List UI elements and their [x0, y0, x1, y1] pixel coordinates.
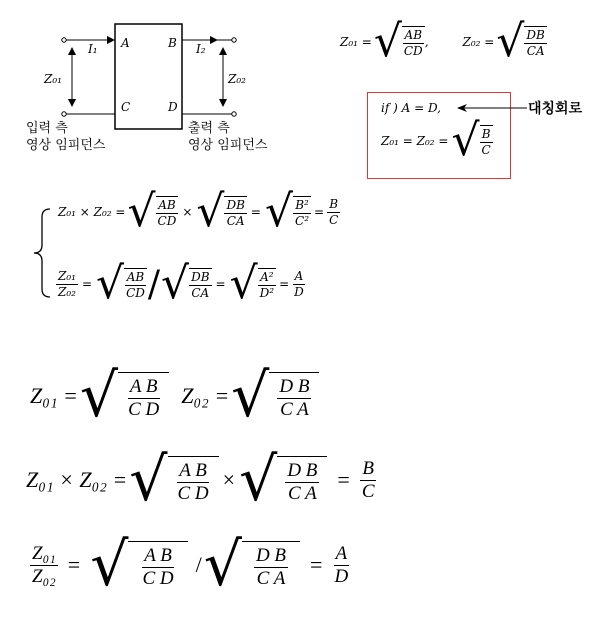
- product-f4-den: C: [329, 212, 339, 227]
- product-f3-num: B²: [295, 198, 309, 213]
- sqrt-sign: √: [196, 186, 225, 237]
- equals-sign: =: [279, 277, 290, 291]
- symmetric-label: 대칭회로: [528, 101, 583, 117]
- ratio-f2-den: CA: [191, 286, 210, 300]
- symmetric-lhs: Z₀₁ = Z₀₂ =: [381, 134, 449, 148]
- param-c-label: C: [121, 100, 131, 114]
- product-derivation: [58, 186, 340, 237]
- big-l2-den1: C D: [177, 483, 209, 504]
- big-l3-num1: A B: [144, 545, 172, 567]
- symmetric-num: B: [481, 127, 491, 142]
- symmetric-arrow: [455, 100, 530, 116]
- input-label-line2: 영상 임피던스: [26, 138, 106, 153]
- times-sign: ×: [222, 467, 236, 492]
- sqrt-sign: √: [203, 530, 242, 600]
- equals-sign: =: [310, 552, 323, 577]
- output-current-label: I₂: [196, 42, 206, 56]
- product-frac3: [293, 196, 311, 227]
- output-label-line1: 출력 측: [188, 121, 230, 136]
- ratio-frac2: [189, 268, 211, 299]
- symmetric-condition: if ) A = D,: [381, 101, 441, 115]
- z01-fraction: [402, 26, 425, 57]
- z02-den: CA: [526, 44, 545, 58]
- big-l3-den0: Z₀₂: [32, 565, 56, 587]
- big-l1-num1: A B: [129, 376, 158, 398]
- sqrt-sign: √: [127, 186, 156, 237]
- ratio-frac1: [124, 268, 147, 299]
- ratio-frac3: [258, 268, 276, 299]
- sqrt-sign: √: [161, 258, 190, 309]
- big-l3-frac2: [242, 541, 300, 589]
- big-l1-frac1: [118, 372, 169, 420]
- big-formula-line3: [30, 530, 350, 600]
- ratio-lhs-num: Z₀₁: [58, 268, 76, 283]
- big-l3-den2: C A: [256, 568, 286, 589]
- big-z02-label: Z₀₂ =: [181, 383, 230, 408]
- input-label-line1: 입력 측: [26, 121, 68, 136]
- z01-num: AB: [404, 28, 423, 43]
- param-b-label: B: [168, 36, 177, 50]
- ratio-f3-num: A²: [260, 270, 274, 285]
- big-product-lhs: Z₀₁ × Z₀₂ =: [26, 467, 128, 492]
- big-l2-num1: A B: [179, 460, 207, 482]
- equals-sign: =: [250, 205, 261, 219]
- z02-label: Z₀₂ =: [462, 35, 495, 49]
- product-frac2: [224, 196, 246, 227]
- big-l3-frac1: [128, 541, 187, 589]
- big-l1-den1: C D: [128, 399, 160, 420]
- ratio-f4-num: A: [294, 268, 304, 283]
- ratio-f4-den: D: [294, 284, 304, 299]
- big-l3-num0: Z₀₁: [32, 542, 56, 564]
- big-l2-frac1: [168, 456, 219, 504]
- product-f1-num: AB: [158, 198, 176, 213]
- product-f2-num: DB: [226, 198, 245, 213]
- big-l2-num2: D B: [287, 460, 318, 482]
- product-f2-den: CA: [226, 214, 245, 228]
- big-l2-den2: C A: [288, 483, 317, 504]
- symmetric-den: C: [481, 143, 491, 157]
- times-sign: ×: [182, 205, 193, 219]
- big-l2-frac2: [277, 456, 327, 504]
- big-l2-frac3: [360, 459, 377, 502]
- ratio-lhs: [56, 270, 78, 298]
- z01-den: CD: [403, 44, 423, 58]
- sqrt-sign: √: [229, 258, 258, 309]
- sqrt-sign: √: [79, 361, 119, 431]
- symmetric-fraction: [480, 125, 493, 156]
- product-frac4: [327, 198, 340, 226]
- ratio-lhs-den: Z₀₂: [58, 284, 76, 299]
- ratio-f1-den: CD: [126, 286, 145, 300]
- z02-num: DB: [526, 28, 545, 43]
- output-impedance-label: Z₀₂: [228, 72, 246, 86]
- equals-sign: =: [337, 467, 350, 492]
- sqrt-sign: √: [451, 115, 480, 166]
- param-d-label: D: [168, 100, 178, 114]
- input-impedance-label: Z₀₁: [44, 72, 62, 86]
- equals-sign: =: [314, 205, 325, 219]
- product-f1-den: CD: [157, 214, 177, 228]
- big-l3-lhs: [30, 544, 58, 587]
- big-l1-num2: D B: [279, 376, 310, 398]
- output-label-line2: 영상 임피던스: [188, 138, 268, 153]
- symmetric-result: [381, 115, 493, 166]
- big-l3-den3: D: [334, 565, 349, 587]
- ratio-derivation: [56, 258, 306, 309]
- equals-sign: =: [67, 552, 81, 577]
- big-formula-line1: [30, 361, 319, 431]
- big-l1-frac2: [269, 372, 319, 420]
- sqrt-sign: √: [231, 361, 270, 431]
- input-current-label: I₁: [88, 42, 98, 56]
- product-lhs: Z₀₁ × Z₀₂ =: [58, 205, 126, 219]
- big-l3-den1: C D: [142, 568, 174, 589]
- equals-sign: =: [81, 277, 93, 291]
- sqrt-sign: √: [373, 16, 402, 67]
- comma: ,: [424, 35, 429, 49]
- big-l1-den2: C A: [280, 399, 309, 420]
- slash-sign: /: [195, 552, 202, 577]
- product-f4-num: B: [329, 196, 339, 211]
- sqrt-sign: √: [264, 186, 294, 237]
- big-l3-frac3: [332, 544, 350, 587]
- ratio-f3-den: D²: [259, 286, 275, 300]
- equals-sign: =: [215, 277, 226, 291]
- big-l3-num2: D B: [255, 545, 287, 567]
- big-z01-label: Z₀₁ =: [30, 383, 78, 408]
- sqrt-sign: √: [239, 445, 278, 515]
- big-formula-line2: [26, 445, 377, 515]
- big-l2-den3: C: [361, 480, 375, 502]
- param-a-label: A: [121, 36, 130, 50]
- sqrt-sign: √: [496, 16, 525, 67]
- big-l2-num3: B: [362, 457, 374, 479]
- big-l3-num3: A: [335, 542, 348, 564]
- sqrt-sign: √: [129, 445, 168, 515]
- ratio-f1-num: AB: [126, 270, 145, 285]
- z02-fraction: [524, 26, 546, 57]
- ratio-f2-num: DB: [191, 270, 210, 285]
- product-frac1: [156, 196, 179, 227]
- formulas-top: [340, 16, 547, 67]
- sqrt-sign: √: [90, 530, 129, 600]
- input-side-label: [26, 120, 105, 154]
- z01-label: Z₀₁ =: [340, 35, 372, 49]
- output-side-label: [188, 120, 267, 154]
- left-brace: [30, 205, 52, 300]
- sqrt-sign: √: [96, 258, 125, 309]
- product-f3-den: C²: [295, 214, 310, 228]
- slash-sign: /: [147, 263, 161, 305]
- ratio-frac4: [292, 270, 306, 298]
